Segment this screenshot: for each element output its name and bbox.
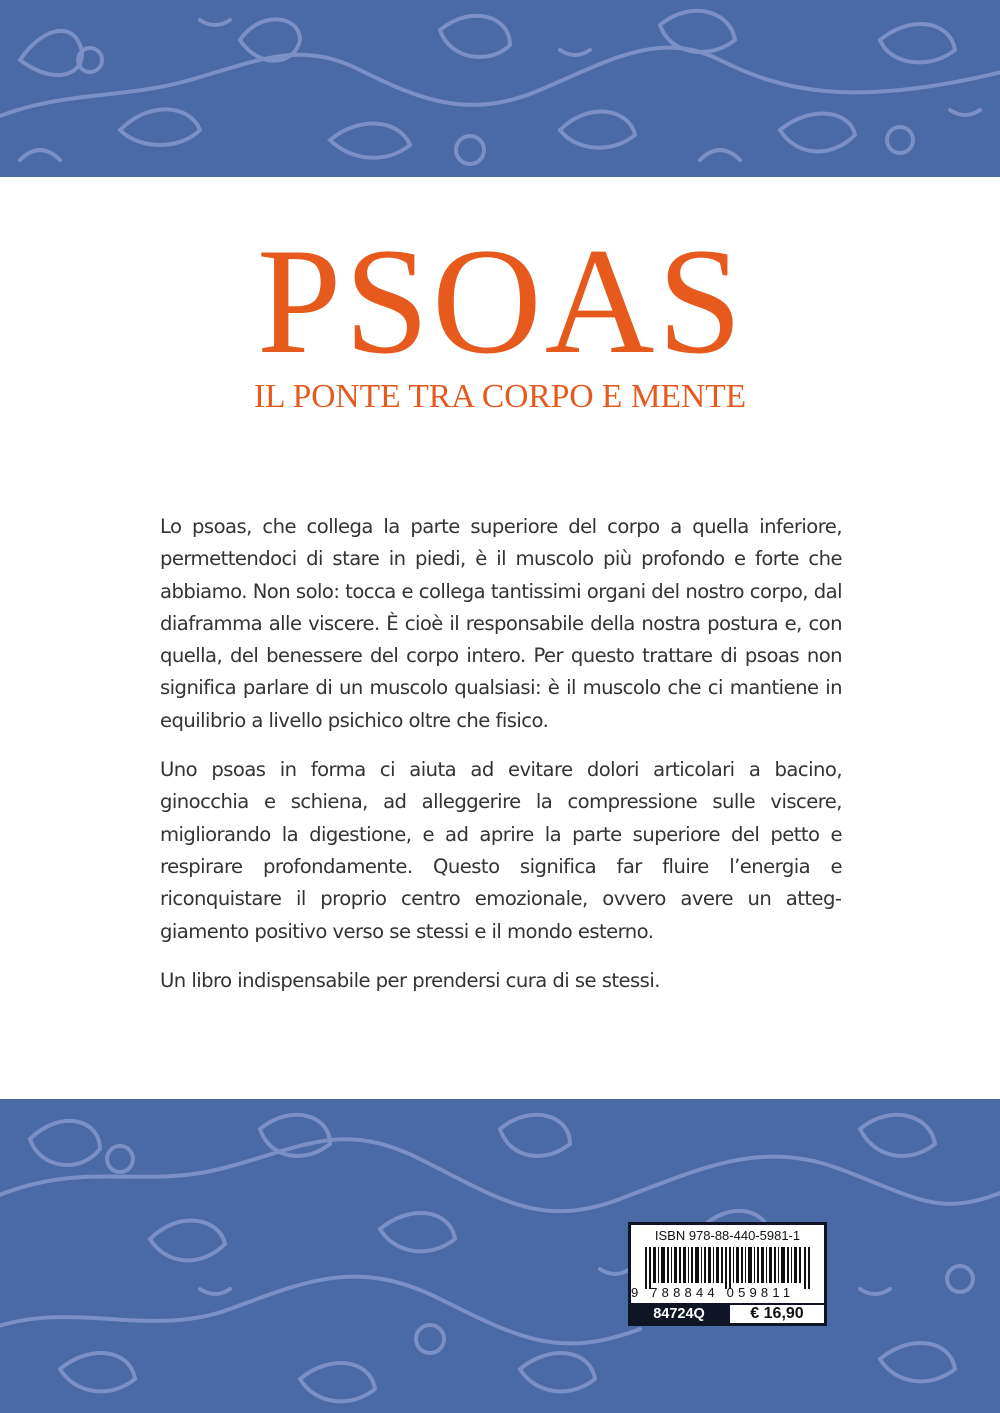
title-block: [0, 217, 1000, 417]
decorative-floral-band-top: [0, 0, 1000, 177]
product-code: 84724Q: [653, 1306, 705, 1322]
blurb-paragraph-1: Lo psoas, che collega la parte superiore del corpo a quella inferiore, permettendoci di stare in piedi, è il muscolo più profondo e forte che abbiamo. Non solo: tocca e collega tantissimi organi del nostro corpo, dal diaframma alle viscere. È cioè il responsabile della nostra postura e, con quella, del benessere del corpo intero. Per questo trattare di psoas non significa parlare di un muscolo qualsiasi: è il muscolo che ci mantiene in equilibrio a livello psichico oltre che fisico.: [160, 515, 842, 732]
price-label: € 16,90: [730, 1305, 824, 1323]
barcode-icon: [645, 1247, 810, 1289]
barcode-label: [628, 1222, 827, 1326]
decorative-floral-band-bottom: [0, 1099, 1000, 1413]
blurb-paragraph-2: Uno psoas in forma ci aiuta ad evitare dolori articolari a bacino, ginocchia e schiena, ad alleggerire la compressione sulle viscere, migliorando la digestione, e ad aprire la parte superiore del petto e respirare profondamente. Questo significa far fluire l’energia e riconquistare il proprio centro emozionale, ovvero avere un atteggiamento positivo verso se stessi e il mondo esterno.: [160, 758, 842, 943]
book-subtitle: IL PONTE TRA CORPO E MENTE: [253, 378, 747, 415]
blurb-paragraph-3: Un libro indispensabile per prendersi cura di se stessi.: [160, 968, 660, 992]
barcode-area: [631, 1225, 824, 1303]
floral-pattern-icon: [0, 0, 1000, 177]
back-cover-blurb: [160, 511, 842, 1014]
isbn-number: ISBN 978-88-440-5981-1: [654, 1228, 801, 1243]
floral-pattern-icon: [0, 1099, 1000, 1413]
barcode-digits: 9 788844 059811: [631, 1285, 795, 1300]
book-title: PSOAS: [256, 217, 746, 385]
